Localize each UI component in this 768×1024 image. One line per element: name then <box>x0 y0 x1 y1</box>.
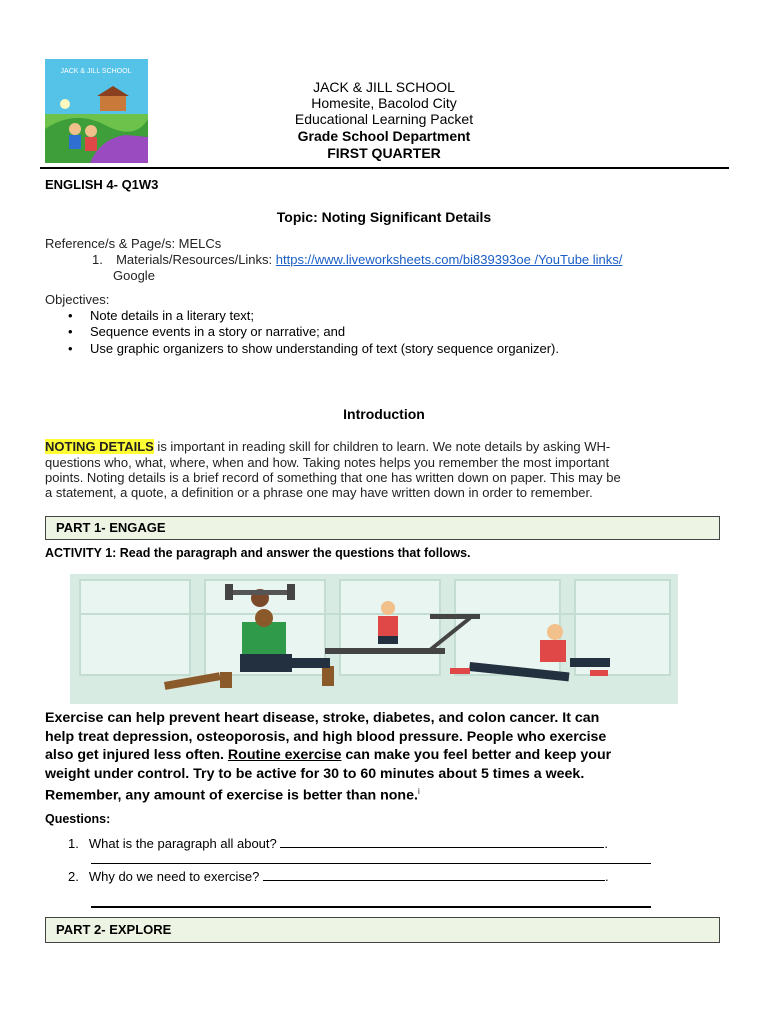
answer-line[interactable] <box>91 863 651 864</box>
answer-blank[interactable] <box>280 847 604 848</box>
intro-line: questions who, what, where, when and how. Taking notes helps you remember the most important <box>45 455 610 470</box>
exercise-illustration <box>70 574 678 704</box>
quarter: FIRST QUARTER <box>327 145 441 161</box>
packet-title: Educational Learning Packet <box>294 111 474 127</box>
footnote-mark: i <box>417 787 420 796</box>
department: Grade School Department <box>297 128 471 144</box>
resource-link[interactable]: https://www.liveworksheets.com/bi839393oe /YouTube links/ <box>275 252 623 267</box>
materials-label: Materials/Resources/Links: <box>116 252 276 267</box>
objective-item: • Sequence events in a story or narrative; and <box>68 324 346 339</box>
paragraph-line: help treat depression, osteoporosis, and high blood pressure. People who exercise <box>45 729 607 745</box>
answer-blank[interactable] <box>263 880 605 881</box>
paragraph-line: Remember, any amount of exercise is better than none.$^i$ <box>45 787 420 804</box>
reference-continuation: Google <box>113 268 155 283</box>
objective-item: • Use graphic organizers to show understanding of text (story sequence organizer). <box>68 341 559 356</box>
objective-item: • Note details in a literary text; <box>68 308 255 323</box>
objectives-label: Objectives: <box>45 292 110 307</box>
part2-header: PART 2- EXPLORE <box>45 917 720 943</box>
topic-title: Topic: Noting Significant Details <box>276 209 492 225</box>
header-divider <box>40 167 729 169</box>
intro-line: a statement, a quote, a definition or a phrase one may have written down in order to remember. <box>45 485 593 500</box>
paragraph-line: weight under control. Try to be active for 30 to 60 minutes about 5 times a week. <box>45 766 585 782</box>
intro-line: points. Noting details is a brief record of something that one has written down on paper. This may be <box>45 470 621 485</box>
intro-line: NOTING DETAILS is important in reading skill for children to learn. We note details by asking WH- <box>45 439 611 454</box>
paragraph-line: Exercise can help prevent heart disease, stroke, diabetes, and colon cancer. It can <box>45 710 600 726</box>
reference-label: Reference/s & Page/s: MELCs <box>45 236 222 251</box>
highlighted-term: NOTING DETAILS <box>45 439 154 454</box>
logo-text: JACK & JILL SCHOOL <box>60 68 132 75</box>
questions-label: Questions: <box>45 812 111 826</box>
part1-header: PART 1- ENGAGE <box>45 516 720 540</box>
question-item: 2. Why do we need to exercise? . <box>68 869 609 884</box>
question-item: 1. What is the paragraph all about? . <box>68 836 608 851</box>
school-logo <box>45 59 148 163</box>
paragraph-line: also get injured less often. Routine exercise can make you feel better and keep your <box>45 747 612 763</box>
school-name: JACK & JILL SCHOOL <box>313 79 455 95</box>
introduction-heading: Introduction <box>343 406 425 422</box>
reference-item <box>92 252 622 267</box>
activity-instruction: ACTIVITY 1: Read the paragraph and answer the questions that follows. <box>45 546 471 560</box>
reference-number: 1. <box>92 252 103 267</box>
school-location: Homesite, Bacolod City <box>311 95 457 111</box>
underlined-phrase: Routine exercise <box>227 747 342 763</box>
subject-code: ENGLISH 4- Q1W3 <box>45 177 159 192</box>
answer-line[interactable] <box>91 906 651 908</box>
